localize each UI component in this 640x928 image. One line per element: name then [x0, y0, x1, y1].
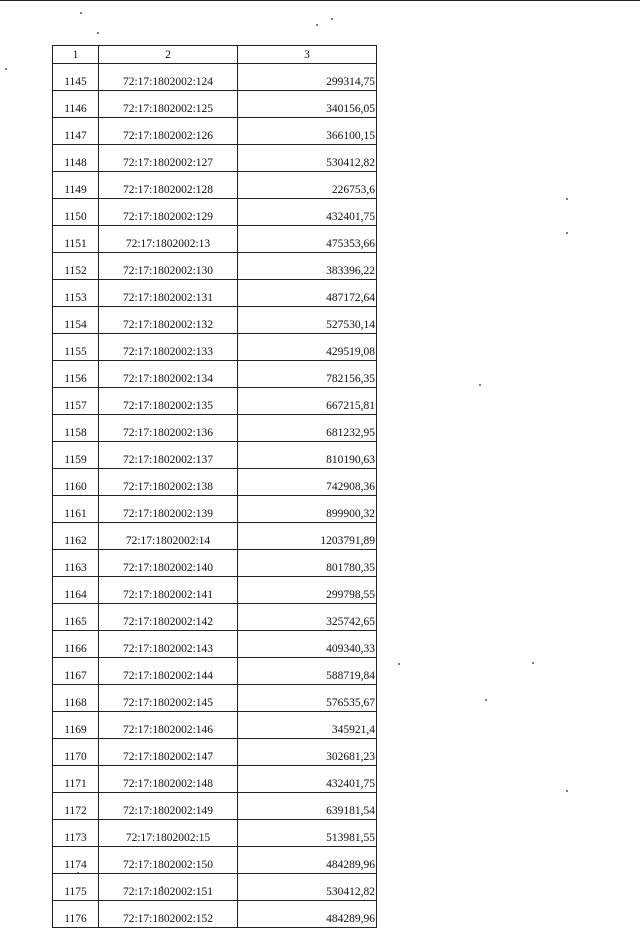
row-number-cell: 1146	[53, 91, 99, 118]
table-header-row	[53, 46, 377, 64]
cadastral-value-cell: 639181,54	[238, 793, 377, 820]
row-number-cell: 1164	[53, 577, 99, 604]
cadastral-number-cell: 72:17:1802002:126	[99, 118, 238, 145]
cadastral-value-cell: 782156,35	[238, 361, 377, 388]
table-row	[53, 658, 377, 685]
table-row	[53, 739, 377, 766]
row-number-cell: 1158	[53, 415, 99, 442]
table-row	[53, 820, 377, 847]
cadastral-number-cell: 72:17:1802002:124	[99, 64, 238, 91]
table-row	[53, 550, 377, 577]
table-row	[53, 631, 377, 658]
table-row	[53, 712, 377, 739]
table-row	[53, 496, 377, 523]
cadastral-value-cell: 340156,05	[238, 91, 377, 118]
cadastral-value-cell: 302681,23	[238, 739, 377, 766]
scan-speck	[485, 699, 487, 701]
row-number-cell: 1160	[53, 469, 99, 496]
cadastral-number-cell: 72:17:1802002:125	[99, 91, 238, 118]
table-row	[53, 847, 377, 874]
cadastral-value-cell: 681232,95	[238, 415, 377, 442]
cadastral-number-cell: 72:17:1802002:138	[99, 469, 238, 496]
table-row	[53, 388, 377, 415]
scan-speck	[97, 32, 99, 34]
row-number-cell: 1145	[53, 64, 99, 91]
row-number-cell: 1173	[53, 820, 99, 847]
scan-speck	[532, 662, 534, 664]
row-number-cell: 1149	[53, 172, 99, 199]
scan-speck	[5, 68, 7, 70]
row-number-cell: 1162	[53, 523, 99, 550]
cadastral-value-cell: 899900,32	[238, 496, 377, 523]
scan-speck	[331, 18, 333, 20]
cadastral-value-cell: 366100,15	[238, 118, 377, 145]
cadastral-number-cell: 72:17:1802002:133	[99, 334, 238, 361]
row-number-cell: 1161	[53, 496, 99, 523]
table-row	[53, 226, 377, 253]
table-row	[53, 604, 377, 631]
cadastral-number-cell: 72:17:1802002:14	[99, 523, 238, 550]
cadastral-number-cell: 72:17:1802002:131	[99, 280, 238, 307]
cadastral-number-cell: 72:17:1802002:140	[99, 550, 238, 577]
cadastral-number-cell: 72:17:1802002:143	[99, 631, 238, 658]
page-top-edge	[0, 0, 640, 1]
cadastral-value-cell: 226753,6	[238, 172, 377, 199]
cadastral-number-cell: 72:17:1802002:137	[99, 442, 238, 469]
column-header-3: 3	[238, 46, 377, 64]
cadastral-number-cell: 72:17:1802002:136	[99, 415, 238, 442]
row-number-cell: 1176	[53, 901, 99, 928]
cadastral-value-cell: 530412,82	[238, 874, 377, 901]
column-header-1: 1	[53, 46, 99, 64]
scan-speck	[80, 12, 82, 14]
row-number-cell: 1153	[53, 280, 99, 307]
cadastral-number-cell: 72:17:1802002:151	[99, 874, 238, 901]
cadastral-value-cell: 588719,84	[238, 658, 377, 685]
table-row	[53, 118, 377, 145]
row-number-cell: 1147	[53, 118, 99, 145]
cadastral-number-cell: 72:17:1802002:150	[99, 847, 238, 874]
cadastral-value-cell: 409340,33	[238, 631, 377, 658]
table-row	[53, 64, 377, 91]
cadastral-number-cell: 72:17:1802002:149	[99, 793, 238, 820]
cadastral-value-cell: 484289,96	[238, 847, 377, 874]
table-row	[53, 172, 377, 199]
table-row	[53, 145, 377, 172]
cadastral-number-cell: 72:17:1802002:130	[99, 253, 238, 280]
table-row	[53, 91, 377, 118]
table-row	[53, 442, 377, 469]
cadastral-number-cell: 72:17:1802002:147	[99, 739, 238, 766]
cadastral-value-cell: 513981,55	[238, 820, 377, 847]
cadastral-number-cell: 72:17:1802002:15	[99, 820, 238, 847]
row-number-cell: 1151	[53, 226, 99, 253]
row-number-cell: 1165	[53, 604, 99, 631]
row-number-cell: 1166	[53, 631, 99, 658]
cadastral-number-cell: 72:17:1802002:141	[99, 577, 238, 604]
cadastral-number-cell: 72:17:1802002:145	[99, 685, 238, 712]
table-row	[53, 334, 377, 361]
table-row	[53, 793, 377, 820]
cadastral-number-cell: 72:17:1802002:139	[99, 496, 238, 523]
cadastral-number-cell: 72:17:1802002:148	[99, 766, 238, 793]
row-number-cell: 1159	[53, 442, 99, 469]
table-row	[53, 523, 377, 550]
column-header-2: 2	[99, 46, 238, 64]
scan-speck	[566, 790, 568, 792]
row-number-cell: 1163	[53, 550, 99, 577]
row-number-cell: 1155	[53, 334, 99, 361]
cadastral-values-table	[52, 45, 377, 928]
row-number-cell: 1154	[53, 307, 99, 334]
row-number-cell: 1150	[53, 199, 99, 226]
row-number-cell: 1171	[53, 766, 99, 793]
cadastral-value-cell: 742908,36	[238, 469, 377, 496]
scan-speck	[566, 198, 568, 200]
cadastral-value-cell: 530412,82	[238, 145, 377, 172]
row-number-cell: 1152	[53, 253, 99, 280]
cadastral-number-cell: 72:17:1802002:134	[99, 361, 238, 388]
cadastral-number-cell: 72:17:1802002:135	[99, 388, 238, 415]
row-number-cell: 1174	[53, 847, 99, 874]
table-row	[53, 577, 377, 604]
cadastral-value-cell: 1203791,89	[238, 523, 377, 550]
cadastral-number-cell: 72:17:1802002:127	[99, 145, 238, 172]
cadastral-value-cell: 527530,14	[238, 307, 377, 334]
table-row	[53, 361, 377, 388]
cadastral-number-cell: 72:17:1802002:128	[99, 172, 238, 199]
scan-speck	[398, 663, 400, 665]
row-number-cell: 1148	[53, 145, 99, 172]
cadastral-value-cell: 429519,08	[238, 334, 377, 361]
cadastral-value-cell: 801780,35	[238, 550, 377, 577]
row-number-cell: 1169	[53, 712, 99, 739]
cadastral-value-cell: 667215,81	[238, 388, 377, 415]
table-row	[53, 415, 377, 442]
cadastral-value-cell: 576535,67	[238, 685, 377, 712]
cadastral-value-cell: 299314,75	[238, 64, 377, 91]
cadastral-value-cell: 325742,65	[238, 604, 377, 631]
table-row	[53, 280, 377, 307]
table-row	[53, 469, 377, 496]
cadastral-value-cell: 475353,66	[238, 226, 377, 253]
cadastral-number-cell: 72:17:1802002:152	[99, 901, 238, 928]
cadastral-value-cell: 432401,75	[238, 199, 377, 226]
cadastral-number-cell: 72:17:1802002:142	[99, 604, 238, 631]
cadastral-number-cell: 72:17:1802002:129	[99, 199, 238, 226]
table-row	[53, 874, 377, 901]
table-row	[53, 766, 377, 793]
row-number-cell: 1170	[53, 739, 99, 766]
scan-speck	[566, 232, 568, 234]
cadastral-value-cell: 345921,4	[238, 712, 377, 739]
cadastral-value-cell: 383396,22	[238, 253, 377, 280]
row-number-cell: 1172	[53, 793, 99, 820]
table-row	[53, 253, 377, 280]
cadastral-value-cell: 299798,55	[238, 577, 377, 604]
row-number-cell: 1157	[53, 388, 99, 415]
row-number-cell: 1167	[53, 658, 99, 685]
cadastral-number-cell: 72:17:1802002:132	[99, 307, 238, 334]
row-number-cell: 1175	[53, 874, 99, 901]
cadastral-value-cell: 432401,75	[238, 766, 377, 793]
cadastral-number-cell: 72:17:1802002:144	[99, 658, 238, 685]
table-row	[53, 199, 377, 226]
cadastral-value-cell: 484289,96	[238, 901, 377, 928]
table-row	[53, 307, 377, 334]
scan-speck	[479, 384, 481, 386]
table-row	[53, 685, 377, 712]
cadastral-value-cell: 810190,63	[238, 442, 377, 469]
cadastral-value-cell: 487172,64	[238, 280, 377, 307]
cadastral-number-cell: 72:17:1802002:13	[99, 226, 238, 253]
cadastral-number-cell: 72:17:1802002:146	[99, 712, 238, 739]
scan-speck	[316, 24, 318, 26]
row-number-cell: 1168	[53, 685, 99, 712]
row-number-cell: 1156	[53, 361, 99, 388]
